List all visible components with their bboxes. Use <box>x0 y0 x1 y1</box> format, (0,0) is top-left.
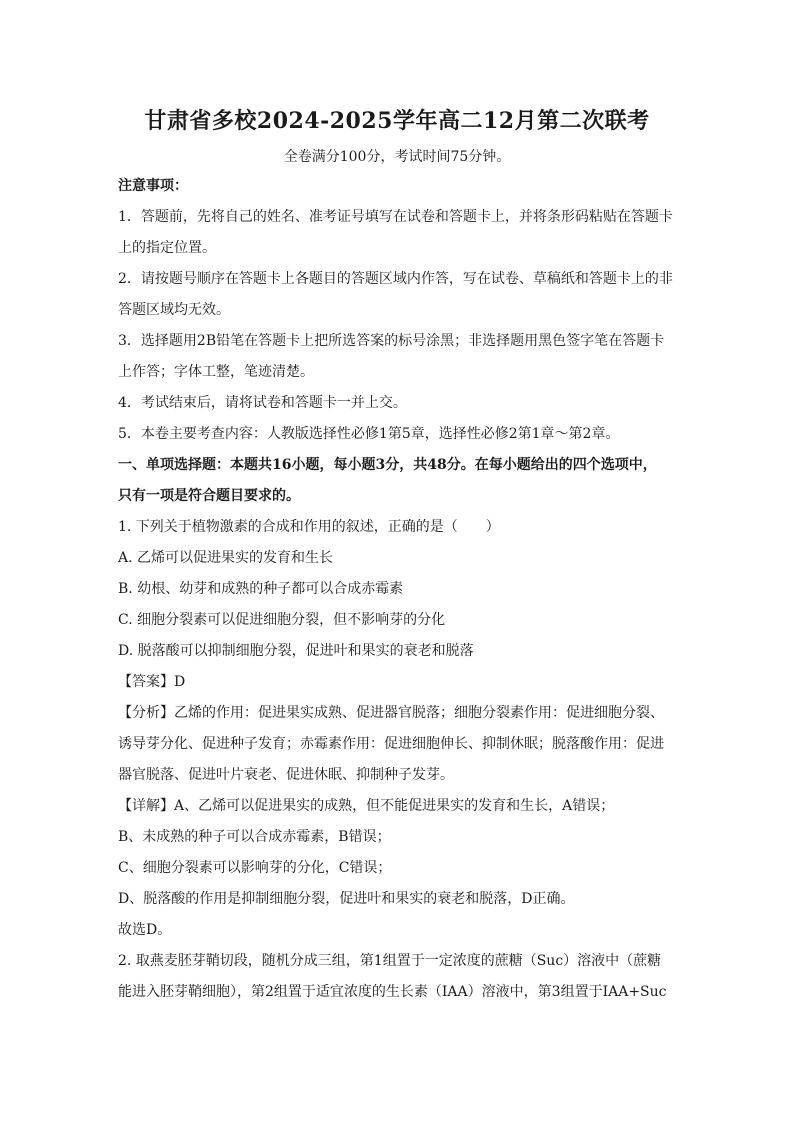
question-option: C. 细胞分裂素可以促进细胞分裂，但不影响芽的分化 <box>118 612 446 628</box>
detail-line: 【详解】A、乙烯可以促进果实的成熟，但不能促进果实的发育和生长，A错误； <box>118 798 615 814</box>
notice-line: 5．本卷主要考查内容：人教版选择性必修1第5章，选择性必修2第1章～第2章。 <box>118 426 620 442</box>
analysis-line: 诱导芽分化、促进种子发育；赤霉素作用：促进细胞伸长、抑制休眠；脱落酸作用：促进 <box>118 736 664 752</box>
section-heading: 只有一项是符合题目要求的。 <box>118 488 300 504</box>
question-option: A. 乙烯可以促进果实的发育和生长 <box>118 550 334 566</box>
answer-line: 【答案】D <box>118 674 186 690</box>
analysis-line: 器官脱落、促进叶片衰老、促进休眠、抑制种子发芽。 <box>118 767 454 783</box>
exam-subtitle: 全卷满分100分，考试时间75分钟。 <box>283 149 511 165</box>
page-title: 甘肃省多校2024-2025学年高二12月第二次联考 <box>144 108 650 134</box>
notice-line: 上作答；字体工整，笔迹清楚。 <box>118 364 314 380</box>
notice-line: 3．选择题用2B铅笔在答题卡上把所选答案的标号涂黑；非选择题用黑色签字笔在答题卡 <box>118 333 665 349</box>
question-stem: 1. 下列关于植物激素的合成和作用的叙述，正确的是（ ） <box>118 519 500 535</box>
notice-line: 2．请按题号顺序在答题卡上各题目的答题区域内作答，写在试卷、草稿纸和答题卡上的非 <box>118 271 673 287</box>
question-option: D. 脱落酸可以抑制细胞分裂，促进叶和果实的衰老和脱落 <box>118 643 474 659</box>
notice-line: 答题区域均无效。 <box>118 302 230 318</box>
question-stem: 2. 取燕麦胚芽鞘切段，随机分成三组，第1组置于一定浓度的蔗糖（Suc）溶液中（蔗糖 <box>118 953 662 969</box>
question-stem: 能进入胚芽鞘细胞），第2组置于适宜浓度的生长素（IAA）溶液中，第3组置于IAA+Suc <box>118 984 667 1000</box>
detail-line: D、脱落酸的作用是抑制细胞分裂，促进叶和果实的衰老和脱落，D正确。 <box>118 891 575 907</box>
notice-line: 4．考试结束后，请将试卷和答题卡一并上交。 <box>118 395 407 411</box>
detail-line: 故选D。 <box>118 922 172 938</box>
question-option: B. 幼根、幼芽和成熟的种子都可以合成赤霉素 <box>118 581 404 597</box>
section-heading: 一、单项选择题：本题共16小题，每小题3分，共48分。在每小题给出的四个选项中， <box>118 457 657 473</box>
detail-line: B、未成熟的种子可以合成赤霉素，B错误； <box>118 829 391 845</box>
detail-line: C、细胞分裂素可以影响芽的分化，C错误； <box>118 860 392 876</box>
notice-heading: 注意事项： <box>118 178 188 194</box>
notice-line: 上的指定位置。 <box>118 240 216 256</box>
analysis-line: 【分析】乙烯的作用：促进果实成熟、促进器官脱落；细胞分裂素作用：促进细胞分裂、 <box>118 705 664 721</box>
notice-line: 1．答题前，先将自己的姓名、准考证号填写在试卷和答题卡上，并将条形码粘贴在答题卡 <box>118 209 673 225</box>
